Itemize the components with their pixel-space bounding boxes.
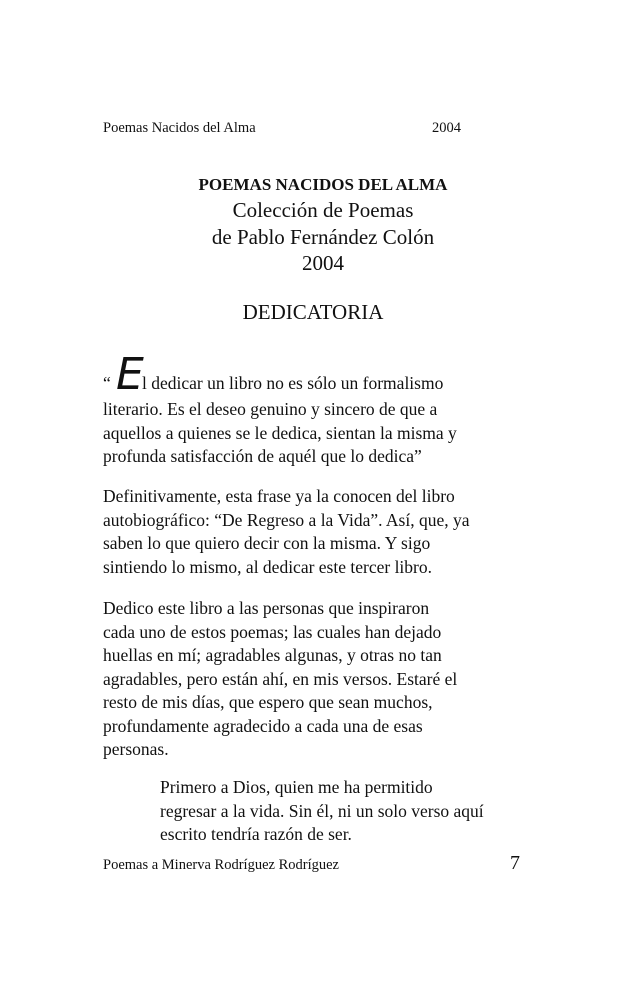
text-line: huellas en mí; agradables algunas, y otras no tan xyxy=(103,645,442,665)
text-line: agradables, pero están ahí, en mis versos. Estaré el xyxy=(103,668,458,689)
text-line: aquellos a quienes se le dedica, sientan la misma y xyxy=(103,422,457,443)
text-line: autobiográfico: “De Regreso a la Vida”. Así, que, ya xyxy=(103,509,470,530)
text-line: Definitivamente, esta frase ya la conocen del libro xyxy=(103,486,455,506)
running-footer-title: Poemas a Minerva Rodríguez Rodríguez xyxy=(103,857,339,873)
running-header-year: 2004 xyxy=(432,120,461,136)
drop-cap: E xyxy=(116,349,144,400)
text-line: profunda satisfacción de aquél que lo dedica” xyxy=(103,446,422,466)
dedication-paragraph-1 xyxy=(103,349,457,469)
dedication-paragraph-3 xyxy=(103,597,457,762)
text-line: sintiendo lo mismo, al dedicar este tercer libro. xyxy=(103,556,432,577)
text-line: resto de mis días, que espero que sean muchos, xyxy=(103,692,433,712)
open-quote: “ xyxy=(103,373,111,393)
author-line: de Pablo Fernández Colón xyxy=(211,225,435,249)
text-line: escrito tendría razón de ser. xyxy=(160,824,352,844)
text-line: literario. Es el deseo genuino y sincero de que a xyxy=(103,399,438,419)
title-year: 2004 xyxy=(302,251,344,275)
text-line: profundamente agradecido a cada una de esas xyxy=(103,715,423,736)
text-line: saben lo que quiero decir con la misma. Y sigo xyxy=(103,533,431,553)
text-line: personas. xyxy=(103,739,169,759)
dedication-paragraph-4-indented xyxy=(160,776,484,847)
first-line-text: l dedicar un libro no es sólo un formalismo xyxy=(142,373,444,393)
subtitle: Colección de Poemas xyxy=(232,198,414,222)
dedication-heading: DEDICATORIA xyxy=(242,300,384,324)
text-line: cada uno de estos poemas; las cuales han dejado xyxy=(103,621,442,642)
page-number: 7 xyxy=(510,852,520,874)
text-line: regresar a la vida. Sin él, ni un solo verso aquí xyxy=(160,800,484,821)
dedication-paragraph-2 xyxy=(103,485,470,579)
text-line: Dedico este libro a las personas que inspiraron xyxy=(103,598,430,618)
text-line: Primero a Dios, quien me ha permitido xyxy=(160,777,433,797)
main-title: POEMAS NACIDOS DEL ALMA xyxy=(198,175,448,194)
running-header-title: Poemas Nacidos del Alma xyxy=(103,120,256,136)
